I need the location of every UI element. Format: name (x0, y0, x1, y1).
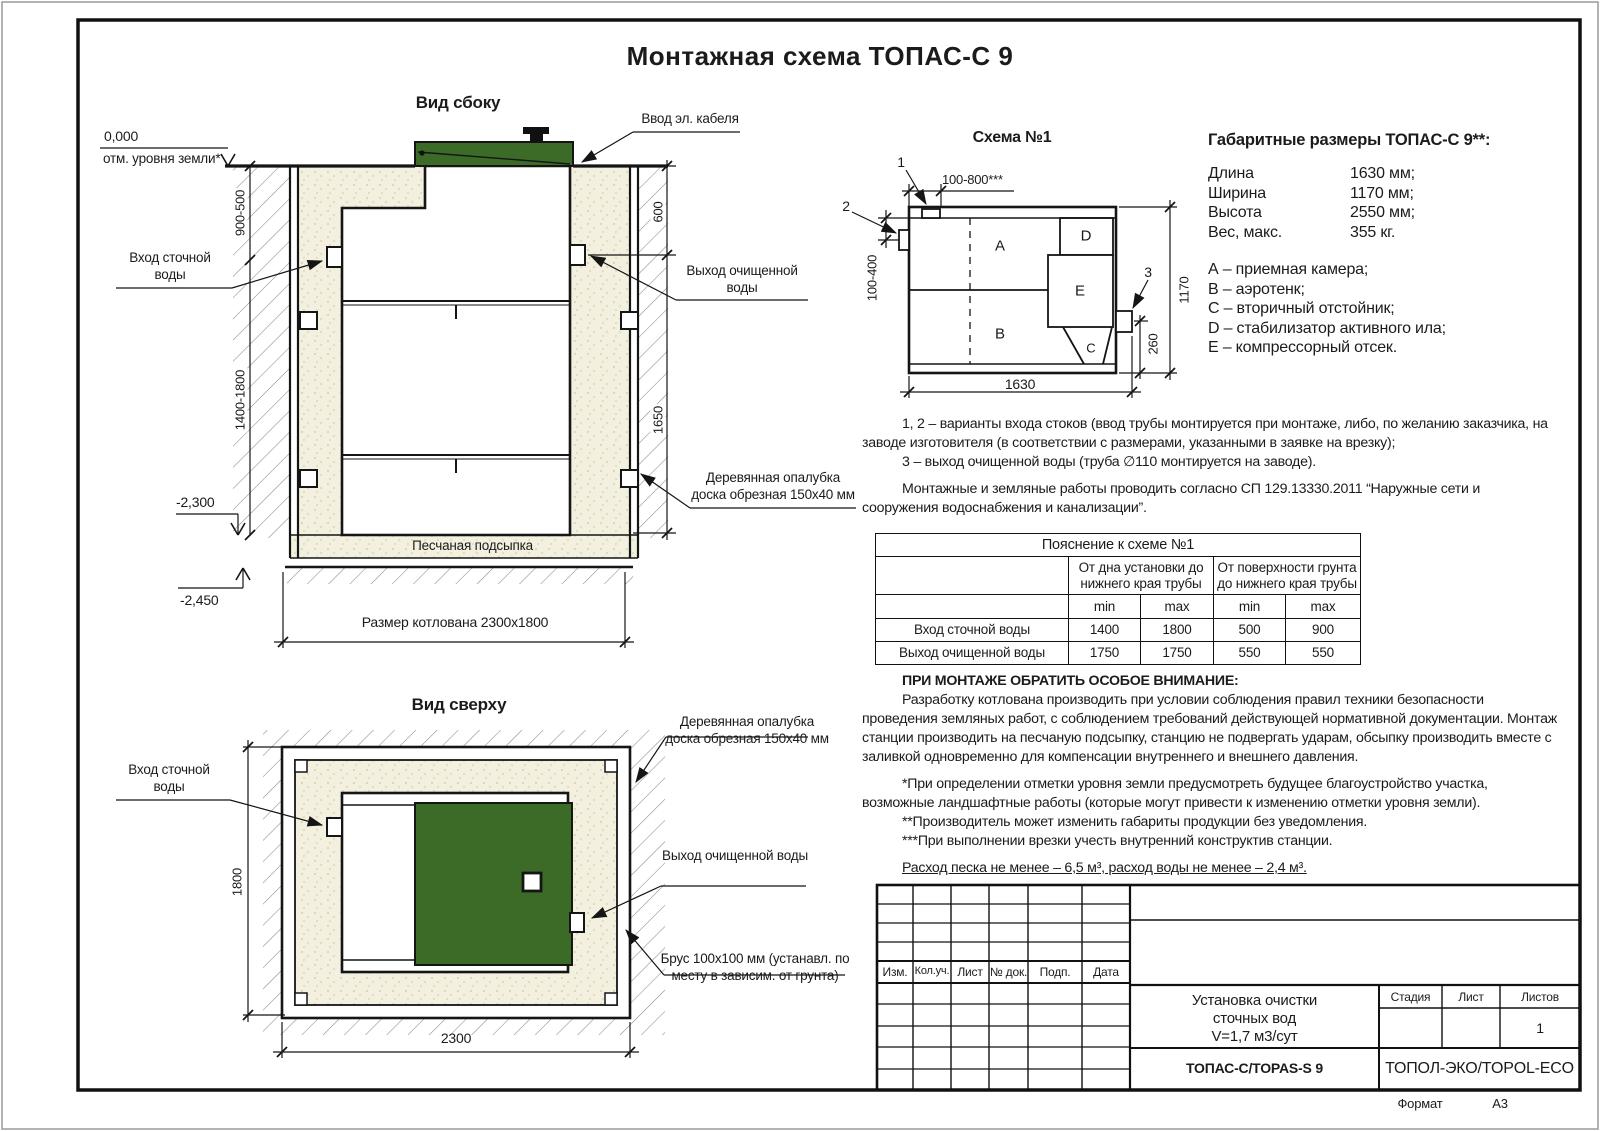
side-formwork-label: Деревянная опалубка доска обрезная 150х40 мм (691, 470, 855, 502)
model-designation: ТОПАС-С/TOPAS-S 9 (1186, 1060, 1323, 1076)
dim-600: 600 (650, 201, 666, 223)
top-formwork-label: Деревянная опалубка доска обрезная 150х40 мм (665, 714, 829, 746)
side-inlet-label: Вход сточной воды (129, 250, 211, 282)
level-zero-label: 0,000 (104, 128, 139, 144)
table-min: min (1069, 595, 1141, 619)
row-value: 500 (1214, 619, 1286, 642)
row-value: 550 (1214, 642, 1286, 665)
dimensions-header: Габаритные размеры ТОПАС-С 9**: (1208, 131, 1491, 149)
schema-mark-1: 1 (897, 154, 905, 170)
compartment-a: A (994, 237, 1006, 255)
warning-note-1: *При определении отметки уровня земли предусмотреть будущее благоустройство участка, возможные ландшафтные работы (которые могут привести к изменению отметки уровня земли). (862, 776, 1488, 811)
tb-col-izm: Изм. (882, 965, 908, 979)
beam-label: Брус 100х100 мм (устанавл. по месту в зависим. от грунта) (660, 951, 850, 983)
dim-1400-1800: 1400-1800 (232, 369, 248, 431)
legend-item: С – вторичный отстойник; (1208, 300, 1395, 317)
tb-col-koluch: Кол.уч. (914, 965, 950, 977)
schema-1-drawing (899, 207, 1132, 373)
schema-notes (862, 415, 1557, 518)
compartment-c: C (1086, 340, 1096, 356)
schema-mark-2: 2 (842, 198, 850, 214)
top-outlet-label: Выход очищенной воды (662, 848, 808, 863)
dim-1650: 1650 (650, 405, 666, 435)
consumption-note: Расход песка не менее – 6,5 м³, расход воды не менее – 2,4 м³. (902, 860, 1307, 876)
table-row (876, 619, 1361, 642)
schema-dim-length: 1630 (1004, 376, 1036, 392)
level-2450-label: -2,450 (180, 592, 219, 608)
table-group2: От поверхности грунта до нижнего края трубы (1214, 557, 1361, 595)
top-view-title: Вид сверху (411, 695, 507, 714)
tank-lid (415, 127, 573, 166)
table-row (876, 642, 1361, 665)
compartment-e: E (1074, 282, 1086, 300)
document-title (1130, 992, 1379, 1046)
side-view-drawing (225, 127, 668, 584)
dim-900-500: 900-500 (232, 189, 248, 237)
format-label: Формат (1397, 1096, 1443, 1111)
row-label: Выход очищенной воды (876, 642, 1069, 665)
sand-bedding-label: Песчаная подсыпка (412, 538, 533, 553)
warning-note-2: **Производитель может изменить габариты продукции без уведомления. (902, 814, 1368, 830)
pit-size-label: Размер котлована 2300х1800 (361, 614, 549, 630)
dim-label: Ширина (1208, 184, 1266, 202)
row-label: Вход сточной воды (876, 619, 1069, 642)
row-value: 1750 (1069, 642, 1141, 665)
row-value: 550 (1286, 642, 1361, 665)
tb-col-data: Дата (1093, 965, 1119, 979)
top-inlet-label: Вход сточной воды (128, 762, 210, 794)
table-max: max (1286, 595, 1361, 619)
compartment-b: B (994, 325, 1006, 343)
row-value: 1800 (1141, 619, 1214, 642)
dim-1800: 1800 (229, 867, 245, 897)
dim-value: 1170 мм; (1350, 184, 1414, 202)
table-max: max (1141, 595, 1214, 619)
installation-warning (862, 672, 1559, 878)
note-outlet: 3 – выход очищенной воды (труба ∅110 монтируется на заводе). (902, 454, 1316, 470)
legend-item: В – аэротенк; (1208, 280, 1305, 298)
schema-dim-height: 1170 (1176, 276, 1192, 304)
schema-dim-260: 260 (1145, 333, 1161, 355)
dim-label: Высота (1208, 204, 1262, 221)
dimensions-list (1208, 164, 1415, 242)
legend-item: D – стабилизатор активного ила; (1208, 319, 1446, 337)
tb-sheet-label: Лист (1458, 990, 1484, 1004)
tb-col-list: Лист (957, 965, 983, 979)
ground-level-note: отм. уровня земли* (103, 151, 221, 166)
compartment-d: D (1080, 227, 1092, 245)
top-view-drawing (263, 730, 665, 1035)
company-name: ТОПОЛ-ЭКО/TOPOL-ECO (1385, 1060, 1574, 1077)
legend-item: А – приемная камера; (1208, 261, 1369, 278)
table-group1: От дна установки до нижнего края трубы (1069, 557, 1214, 595)
table-min: min (1214, 595, 1286, 619)
cable-entry-label: Ввод эл. кабеля (641, 111, 739, 126)
dim-value: 1630 мм; (1350, 165, 1415, 182)
table-title: Пояснение к схеме №1 (876, 534, 1361, 557)
table-corner (876, 557, 1069, 595)
tb-sheets-value: 1 (1536, 1020, 1544, 1036)
dim-label: Вес, макс. (1208, 223, 1282, 241)
doc-title-line: сточных вод (1212, 1010, 1297, 1027)
side-outlet-label: Выход очищенной воды (686, 263, 798, 295)
dim-value: 2550 мм; (1350, 204, 1415, 221)
doc-title-line: Установка очистки (1191, 992, 1318, 1009)
table-cell (876, 595, 1069, 619)
warning-note-3: ***При выполнении врезки учесть внутренний конструктив станции. (902, 833, 1333, 849)
explanation-table (875, 533, 1361, 665)
warning-paragraph: Разработку котлована производить при условии соблюдения правил техники безопасности проведения земляных работ, с соблюдением требований действующей нормативной документации. Монтаж станции производить на песчаную подсыпку, станцию не подвергать ударам, обсыпку производить вместе с заливкой одновременно для компенсации внутреннего и внешнего давления. (862, 692, 1557, 765)
schema-dim-left: 100-400 (864, 254, 880, 302)
schema-title: Схема №1 (972, 129, 1052, 146)
note-variants: 1, 2 – варианты входа стоков (ввод трубы монтируется при монтаже, либо, по желанию заказчика, на заводе изготовителя (в соответствии с размерами, указанными в заявке на врезку); (862, 416, 1548, 451)
doc-title-line: V=1,7 м3/сут (1211, 1028, 1298, 1045)
format-value: А3 (1492, 1096, 1508, 1111)
row-value: 1400 (1069, 619, 1141, 642)
note-sp: Монтажные и земляные работы проводить согласно СП 129.13330.2011 “Наружные сети и сооружения водоснабжения и канализации”. (862, 481, 1481, 516)
dim-value: 355 кг. (1350, 223, 1396, 241)
dim-label: Длина (1208, 165, 1254, 182)
compartment-legend (1208, 260, 1446, 358)
row-value: 900 (1286, 619, 1361, 642)
tb-sheets-label: Листов (1521, 990, 1559, 1004)
side-view-title: Вид сбоку (415, 93, 501, 112)
tank-lid-top (415, 803, 572, 965)
tb-col-podp: Подп. (1039, 965, 1071, 979)
drawing-title: Монтажная схема ТОПАС-С 9 (626, 41, 1014, 71)
row-value: 1750 (1141, 642, 1214, 665)
schema-mark-3: 3 (1144, 264, 1152, 280)
schema-dim-top: 100-800*** (942, 172, 1003, 187)
level-2300-label: -2,300 (176, 494, 215, 510)
tb-stage-label: Стадия (1390, 990, 1431, 1004)
warning-header: ПРИ МОНТАЖЕ ОБРАТИТЬ ОСОБОЕ ВНИМАНИЕ: (902, 673, 1239, 689)
dim-2300: 2300 (440, 1030, 472, 1046)
legend-item: Е – компрессорный отсек. (1208, 339, 1397, 356)
tb-col-ndok: № док. (989, 965, 1028, 979)
